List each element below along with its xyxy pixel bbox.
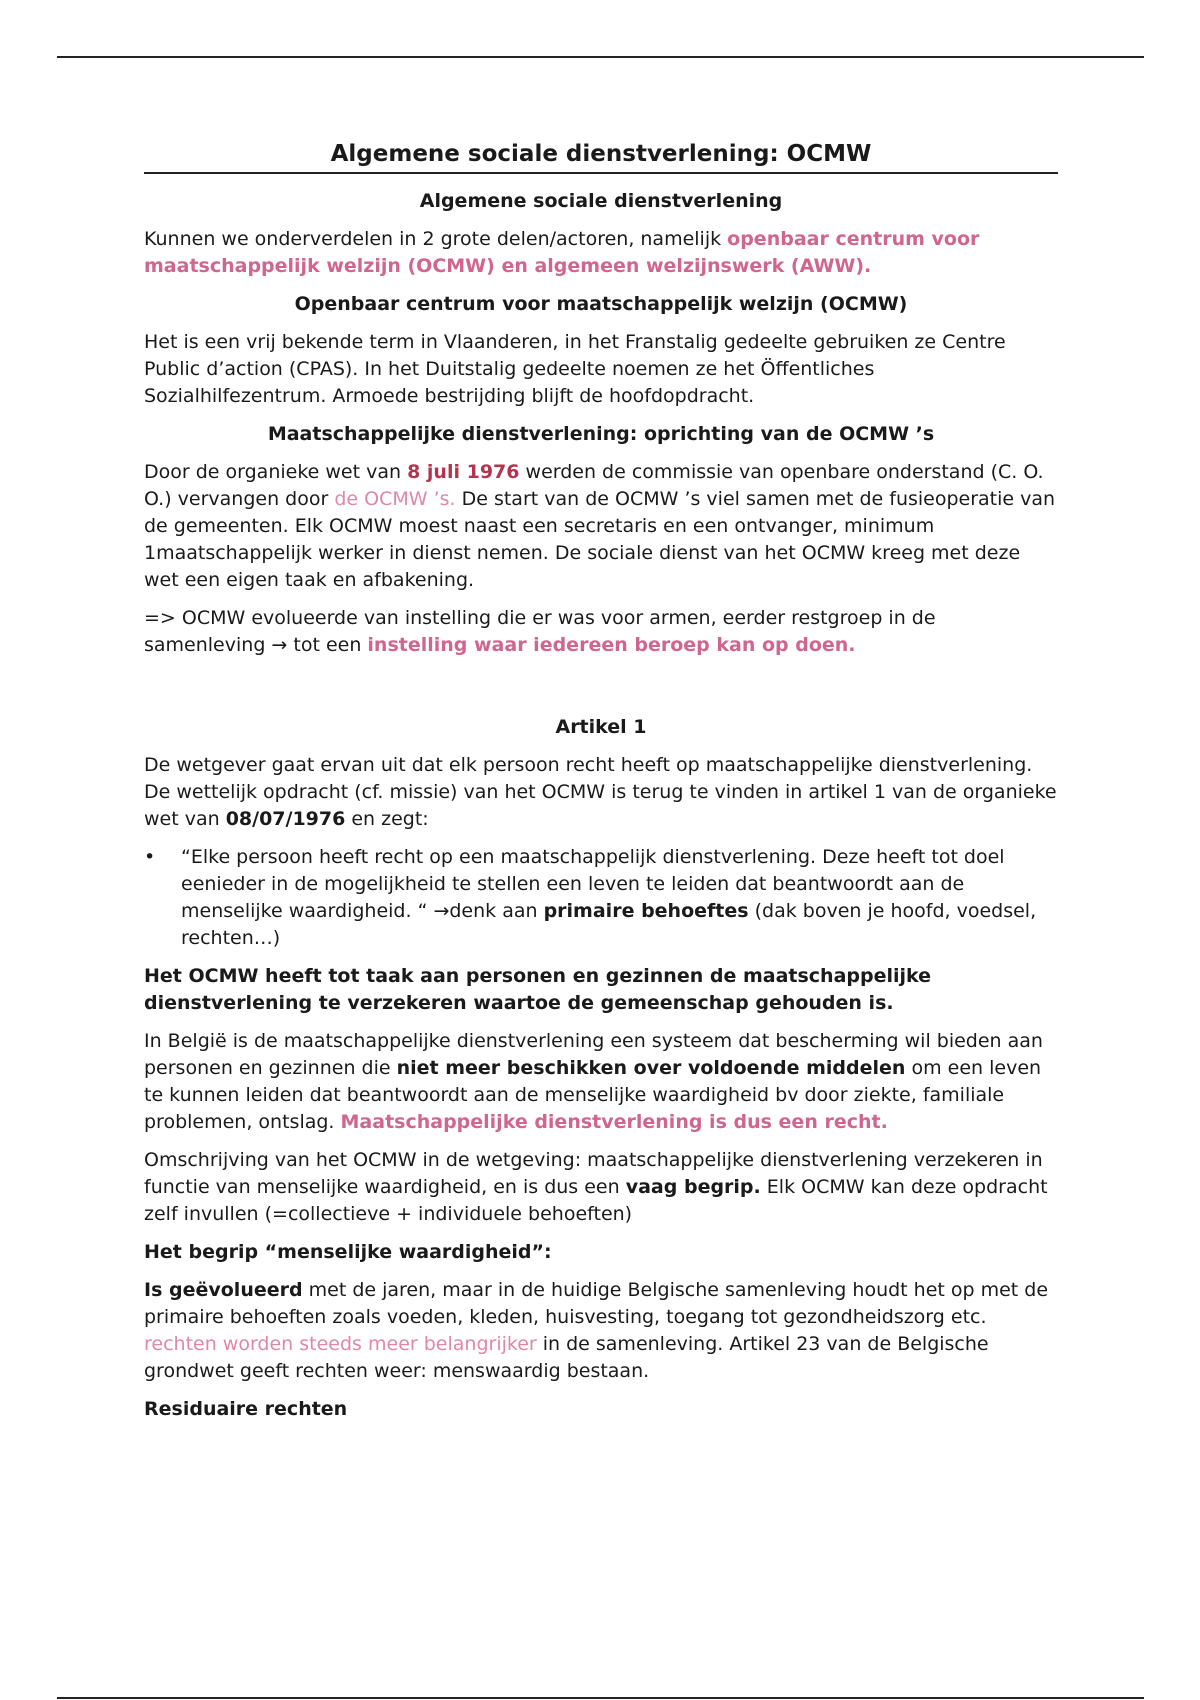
footer-rule: [57, 1697, 1144, 1699]
highlight-text: instelling waar iedereen beroep kan op doen.: [367, 634, 856, 656]
text-run: De wetgever gaat ervan uit dat elk persoon recht heeft op maatschappelijke dienstverlening. De wettelijk opdracht (cf. missie) van het OCMW is terug te vinden in artikel 1 van de organieke wet van: [144, 754, 1057, 830]
paragraph-ocmw: Het is een vrij bekende term in Vlaanderen, in het Franstalig gedeelte gebruiken ze Centre Public d’action (CPAS). In het Duitstalig gedeelte noemen ze het Öffentliches Sozialhilfezentrum. Armoede bestrijding blijft de hoofdopdracht.: [144, 331, 1006, 407]
text-run: “Elke persoon heeft recht op een maatschappelijk dienstverlening. Deze heeft tot doel eenieder in de mogelijkheid te stellen een leven te leiden dat beantwoordt aan de menselijke waardigheid. “ →denk aan: [181, 846, 1005, 922]
document-title: Algemene sociale dienstverlening: OCMW: [144, 138, 1058, 174]
paragraph-taak: Het OCMW heeft tot taak aan personen en gezinnen de maatschappelijke dienstverlening te verzekeren waartoe de gemeenschap gehouden is.: [144, 965, 932, 1014]
paragraph-oprichting: [144, 459, 1058, 594]
bullet-list: [144, 844, 1058, 952]
paragraph-omschrijving: [144, 1147, 1058, 1228]
highlight-text: openbaar centrum voor maatschappelijk welzijn (OCMW) en algemeen welzijnswerk (AWW).: [144, 228, 980, 277]
bold-text: vaag begrip.: [625, 1176, 761, 1198]
text-run: Kunnen we onderverdelen in 2 grote delen/actoren, namelijk: [144, 228, 728, 250]
header-rule: [57, 56, 1144, 58]
paragraph-intro: [144, 226, 1058, 280]
text-run: werden de commissie van openbare onderstand (C. O. O.) vervangen door: [144, 461, 1044, 510]
text-run: De start van de OCMW ’s viel samen met de fusieoperatie van de gemeenten. Elk OCMW moest naast een secretaris en een ontvanger, minimum 1maatschappelijk werker in dienst nemen. De sociale dienst van het OCMW kreeg met deze wet een eigen taak en afbakening.: [144, 488, 1056, 591]
paragraph-geevolueerd: [144, 1277, 1058, 1385]
section-heading-oprichting: Maatschappelijke dienstverlening: oprichting van de OCMW ’s: [267, 423, 935, 445]
bold-text: Is geëvolueerd: [144, 1279, 303, 1301]
text-run: Door de organieke wet van: [144, 461, 408, 483]
section-heading-ocmw: Openbaar centrum voor maatschappelijk welzijn (OCMW): [294, 293, 908, 315]
text-run: => OCMW evolueerde van instelling die er was voor armen, eerder restgroep in de samenleving → tot een: [144, 607, 936, 656]
sub-heading-residuaire: Residuaire rechten: [144, 1398, 348, 1420]
text-run: Elk OCMW kan deze opdracht zelf invullen (=collectieve + individuele behoeften): [144, 1176, 1048, 1225]
paragraph-belgie: [144, 1028, 1058, 1136]
highlight-text: rechten worden steeds meer belangrijker: [144, 1333, 537, 1355]
highlight-text: Maatschappelijke dienstverlening is dus een recht.: [340, 1111, 888, 1133]
section-heading-artikel-1: Artikel 1: [555, 716, 647, 738]
highlight-text: de OCMW ’s.: [334, 488, 456, 510]
list-item: [181, 844, 1058, 952]
paragraph-evolutie: [144, 605, 1058, 659]
sub-heading-waardigheid: Het begrip “menselijke waardigheid”:: [144, 1241, 552, 1263]
text-run: In België is de maatschappelijke dienstverlening een systeem dat bescherming wil bieden aan personen en gezinnen die: [144, 1030, 1043, 1079]
text-run: (dak boven je hoofd, voedsel, rechten…): [181, 900, 1037, 949]
bold-text: niet meer beschikken over voldoende middelen: [396, 1057, 906, 1079]
spacer: [144, 670, 1058, 714]
bold-date: 08/07/1976: [225, 808, 346, 830]
text-run: om een leven te kunnen leiden dat beantwoordt aan de menselijke waardigheid bv door ziekte, familiale problemen, ontslag.: [144, 1057, 1042, 1133]
paragraph-wetgever: [144, 752, 1058, 833]
document-page: [144, 138, 1058, 1434]
section-heading-algemene: Algemene sociale dienstverlening: [419, 190, 783, 212]
date-highlight: 8 juli 1976: [407, 461, 520, 483]
text-run: in de samenleving. Artikel 23 van de Belgische grondwet geeft rechten weer: menswaardig bestaan.: [144, 1333, 989, 1382]
bold-text: primaire behoeftes: [543, 900, 749, 922]
text-run: Omschrijving van het OCMW in de wetgeving: maatschappelijke dienstverlening verzekeren in functie van menselijke waardigheid, en is dus een: [144, 1149, 1043, 1198]
text-run: en zegt:: [345, 808, 429, 830]
text-run: met de jaren, maar in de huidige Belgische samenleving houdt het op met de primaire behoeften zoals voeden, kleden, huisvesting, toegang tot gezondheidszorg etc.: [144, 1279, 1049, 1328]
